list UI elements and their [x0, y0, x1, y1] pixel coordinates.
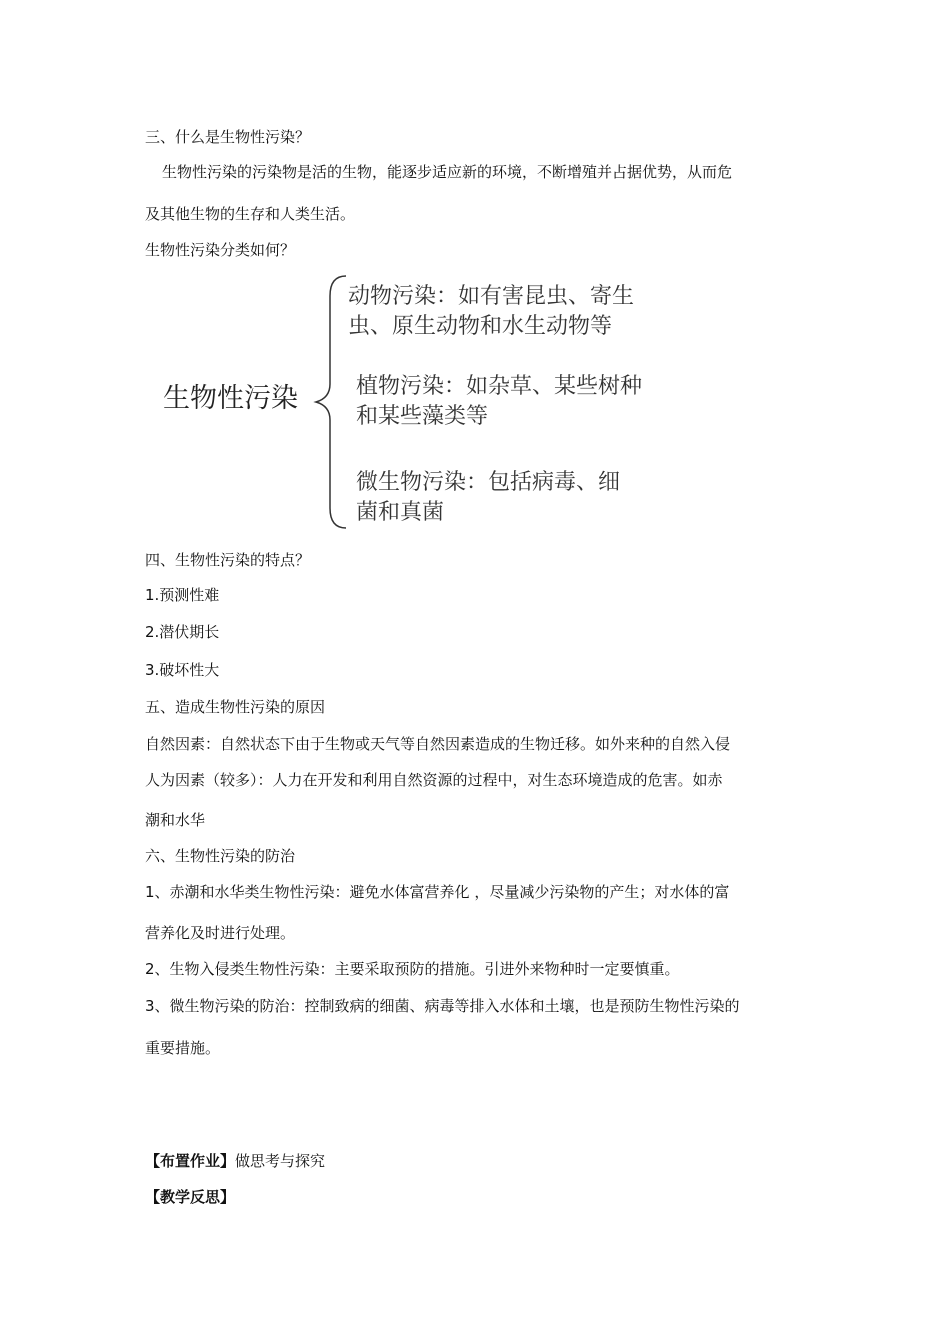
classification-diagram: [160, 274, 720, 530]
section5-natural-factors: 自然因素：自然状态下由于生物或天气等自然因素造成的生物迁移。如外来种的自然入侵: [145, 735, 731, 753]
homework-label: 【布置作业】: [145, 1152, 236, 1170]
homework-text: 做思考与探究: [235, 1152, 326, 1170]
section5-human-factors-line1: 人为因素（较多）：人力在开发和利用自然资源的过程中，对生态环境造成的危害。如赤: [145, 771, 723, 789]
classification-question: 生物性污染分类如何？: [145, 241, 296, 259]
homework-line: [145, 1151, 325, 1171]
section3-paragraph-line2: 及其他生物的生存和人类生活。: [145, 205, 356, 223]
section4-heading: 四、生物性污染的特点？: [145, 551, 311, 569]
section5-heading: 五、造成生物性污染的原因: [145, 698, 326, 716]
diagram-branch-plant: [356, 372, 696, 432]
section3-paragraph-line1: 生物性污染的污染物是活的生物，能逐步适应新的环境，不断增殖并占据优势，从而危: [162, 163, 733, 181]
diagram-branch-microbe: [356, 468, 696, 528]
branch-plant-line1: 植物污染：如杂草、某些树种: [356, 374, 643, 399]
section4-item-1: 1.预测性难: [145, 586, 220, 604]
section3-heading: 三、什么是生物性污染？: [145, 128, 311, 146]
branch-animal-line2: 虫、原生动物和水生动物等: [348, 314, 613, 339]
section6-item2: 2、生物入侵类生物性污染：主要采取预防的措施。引进外来物种时一定要慎重。: [145, 960, 680, 978]
section4-item-3: 3.破坏性大: [145, 661, 220, 679]
section6-item3-line1: 3、微生物污染的防治：控制致病的细菌、病毒等排入水体和土壤，也是预防生物性污染的: [145, 997, 740, 1015]
section5-human-factors-line2: 潮和水华: [145, 811, 206, 829]
reflection-label: 【教学反思】: [145, 1188, 236, 1206]
curly-brace: [310, 274, 350, 530]
section6-item1-line2: 营养化及时进行处理。: [145, 924, 296, 942]
section4-item-2: 2.潜伏期长: [145, 623, 220, 641]
branch-plant-line2: 和某些藻类等: [356, 404, 489, 429]
section6-heading: 六、生物性污染的防治: [145, 847, 296, 865]
branch-microbe-line2: 菌和真菌: [356, 500, 445, 525]
section6-item3-line2: 重要措施。: [145, 1039, 221, 1057]
diagram-root-label: 生物性污染: [163, 383, 298, 414]
branch-microbe-line1: 微生物污染：包括病毒、细: [356, 470, 621, 495]
section6-item1-line1: 1、赤潮和水华类生物性污染：避免水体富营养化 ，尽量减少污染物的产生；对水体的富: [145, 883, 730, 901]
branch-animal-line1: 动物污染：如有害昆虫、寄生: [348, 284, 635, 309]
diagram-branch-animal: [348, 282, 688, 342]
